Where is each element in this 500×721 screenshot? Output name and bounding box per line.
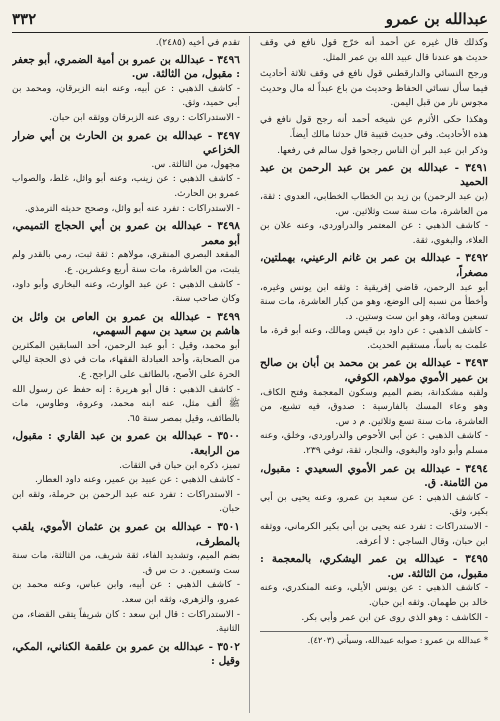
entry-line: - كاشف الذهبي : عن عبد الوارث، وعنه البخاري وأبو داود، وكان صاحب سنة. — [12, 278, 240, 305]
entry-heading: ٣٤٩٣ - عبدالله بن عمر بن محمد بن أبان بن صالح بن عمير الأموي مولاهم، الكوفي، — [260, 357, 488, 385]
entry-heading: ٣٤٩٢ - عبدالله بن عمر بن غانم الرعيني، بهملتين، مصغراً، — [260, 252, 488, 279]
paragraph: وهكذا حكى الأثرم عن شيخه أحمد أنه رجح قول نافع في هذه الأحاديث. وفي حديث قتيبة قال حدثنا مالك أيضاً. — [260, 113, 488, 140]
biography-entry — [12, 310, 240, 427]
biography-entry — [260, 251, 488, 353]
entry-line: - الاستدراكات : قال ابن سعد : كان شريفاً يتقى القضاء، من الثانية. — [12, 608, 240, 635]
biography-entry — [260, 462, 488, 550]
entry-line: - كاشف الذهبي : عن يونس الأيلي، وعنه المنكدري، وعنه خالد بن طهمان. وثقه ابن حبان. — [260, 582, 488, 608]
entry-heading: ٣٤٩٩ - عبدالله بن عمرو بن العاص بن وائل بن هاشم بن سعيد بن سهم السهمي، — [12, 310, 240, 338]
entry-heading: ٣٤٩١ - عبدالله بن عمر بن عبد الرحمن بن عبد الحميد — [260, 161, 488, 189]
biography-entry — [12, 520, 240, 637]
entry-line: - كاشف الذهبي : عن أبي الأحوص والدراوردي، وخلق، وعنه مسلم وأبو داود والبغوي، والنجار، ثقة، توفي ٢٣٩. — [260, 430, 488, 457]
paragraph: وكذلك قال غيره عن أحمد أنه خرّج قول نافع في وقف حديث هو عندنا قال عبيد الله بن عمر المثل. — [260, 37, 488, 63]
entry-line: - كاشف الذهبي : عن أبيه، وعنه ابنه الزبرقان، ومحمد بن أبي حميد، وثق. — [12, 82, 240, 109]
entry-line: - كاشف الذهبي : عن سعيد بن عمرو، وعنه يحيى بن أبي بكير، وثق. — [260, 491, 488, 518]
entry-line: - الكاشف : وهو الذي روى عن ابن عمر وأبي بكر. — [301, 611, 488, 623]
entry-line: - الاستدراكات : تفرد عنه عبد الرحمن بن حرملة، وثقه ابن حبان. — [12, 488, 240, 515]
entry-line: - كاشف الذهبي : عن داود بن قيس ومالك، وعنه أبو قرة، ما علمت به بأساً، مستقيم الحديث. — [260, 325, 488, 351]
right-column — [260, 36, 488, 713]
biography-entry — [12, 219, 240, 307]
biography-entry — [12, 53, 240, 126]
entry-line: ولقبه مشكدانة، بضم الميم وسكون المعجمة وفتح الكاف، وهو وعاء المسك بالفارسية : صدوق، فيه تشيع، من العاشرة، مات سنة تسع وثلاثين. م د س. — [260, 386, 488, 427]
biography-entry — [260, 356, 488, 458]
entry-line: - كاشف الذهبي : قال أبو هريرة : إنه حفظ عن رسول الله ﷺ ألف مثل، عنه ابنه محمد، وعروة، وطاوس، مات بالطائف، وقيل بمصر سنة ٦٥. — [12, 383, 240, 424]
paragraph: تقدم في أخيه (٢٤٨٥). — [155, 37, 240, 48]
entry-line: - الاستدراكات : روى عنه الزبرقان ووثقه ابن حبان. — [49, 111, 240, 123]
entry-heading: ٣٤٩٤ - عبدالله بن عمر الأموي السعيدي : مقبول، من الثامنة. ق. — [260, 462, 488, 490]
entry-heading: ٣٥٠٠ - عبدالله بن عمرو بن عبد القاري : مقبول، من الرابعة. — [12, 430, 240, 458]
entry-heading: ٣٥٠١ - عبدالله بن عمرو بن عثمان الأموي، يلقب بالمطرف، — [12, 521, 240, 548]
footnote: * عبدالله بن عمرو : صوابه عبيدالله، وسيأتي (٤٢٠٣). — [260, 631, 488, 647]
page-header — [12, 6, 488, 33]
entry-heading: ٣٤٩٧ - عبدالله بن عمرو بن الحارث بن أبي ضرار الخزاعي — [12, 129, 240, 157]
biography-entry — [260, 161, 488, 249]
entry-line: - كاشف الذهبي : عن أبيه، وابن عباس، وعنه محمد بن عمرو، والزهري، وثقه ابن سعد. — [12, 579, 240, 605]
entry-heading: ٣٤٩٦ - عبدالله بن عمرو بن أمية الضمري، أبو جعفر : مقبول، من الثالثة. س. — [12, 53, 240, 81]
entry-line: أبو عبد الرحمن، قاضي إفريقية : وثقه ابن يونس وغيره، وأخطأ من نسبه إلى الوضع، وهو من كبار العاشرة، مات سنة تسعين ومائة، وهو ابن ست وستين. د. — [260, 281, 488, 322]
entry-heading: ٣٤٩٥ - عبدالله بن عمر اليشكري، بالمعجمة : مقبول، من الثالثة. س. — [260, 553, 488, 580]
page-number: ٣٣٢ — [12, 10, 37, 28]
entry-line: المقعد البصري المنقري، مولاهم : ثقة ثبت، رمي بالقدر ولم يثبت، من العاشرة، مات سنة أربع وعشرين. ع. — [12, 249, 240, 275]
biography-entry — [12, 429, 240, 517]
biography-entry — [12, 129, 240, 217]
biography-entry — [12, 640, 240, 669]
entry-heading: ٣٥٠٢ - عبدالله بن عمرو بن علقمة الكناني، المكي، وقيل : — [12, 640, 240, 668]
entry-line: - كاشف الذهبي : عن زينب، وعنه أبو وائل، غلط، والصواب عمرو بن الحارث. — [12, 173, 240, 199]
paragraph: وذكر ابن عبد البر أن الناس رجحوا قول سالم في رفعها. — [277, 145, 488, 157]
paragraph: ورجح النسائي والدارقطني قول نافع في وقف ثلاثة أحاديث فيما سأل نسائي الحفاظ وحديث من باع عبداً له مال وحديث مجوس نار من قبل اليمن. — [260, 68, 488, 109]
entry-line: (بن عبد الرحمن) بن زيد بن الخطاب الخطابي، العدوي : ثقة، من العاشرة، مات سنة ست وثلاثين. س. — [260, 190, 488, 217]
entry-line: أبو محمد، وقيل : أبو عبد الرحمن، أحد السابقين المكثرين من الصحابة، وأحد العبادلة الفقهاء، مات في ذي الحجة ليالي الحرة على الأصح، بالطائف على الراجح. ع. — [12, 339, 240, 381]
left-column — [12, 36, 240, 713]
running-title: عبدالله بن عمرو — [385, 10, 488, 28]
entry-line: - الاستدراكات : تفرد عنه يحيى بن أبي بكير الكرماني، ووثقه ابن حبان، وقال الساجي : لا أعرفه. — [260, 521, 488, 547]
biography-entry — [260, 552, 488, 625]
entry-line: مجهول، من الثالثة. س. — [151, 158, 240, 170]
entry-line: بضم الميم، وتشديد الفاء، ثقة شريف، من الثالثة، مات سنة ست وتسعين. د ت س ق. — [12, 550, 240, 576]
entry-heading: ٣٤٩٨ - عبدالله بن عمرو بن أبي الحجاج التميمي، أبو معمر — [12, 220, 240, 247]
column-divider — [249, 36, 250, 713]
entry-line: - كاشف الذهبي : عن عبيد بن عمير، وعنه داود العطار. — [35, 474, 240, 486]
entry-line: تميز، ذكره ابن حبان في الثقات. — [119, 459, 240, 471]
entry-line: - الاستدراكات : تفرد عنه أبو وائل، وصحح حديثه الترمذي. — [24, 202, 240, 214]
entry-line: - كاشف الذهبي : عن المعتمر والدراوردي، وعنه علان بن العلاء، والبغوي، ثقة. — [260, 220, 488, 246]
